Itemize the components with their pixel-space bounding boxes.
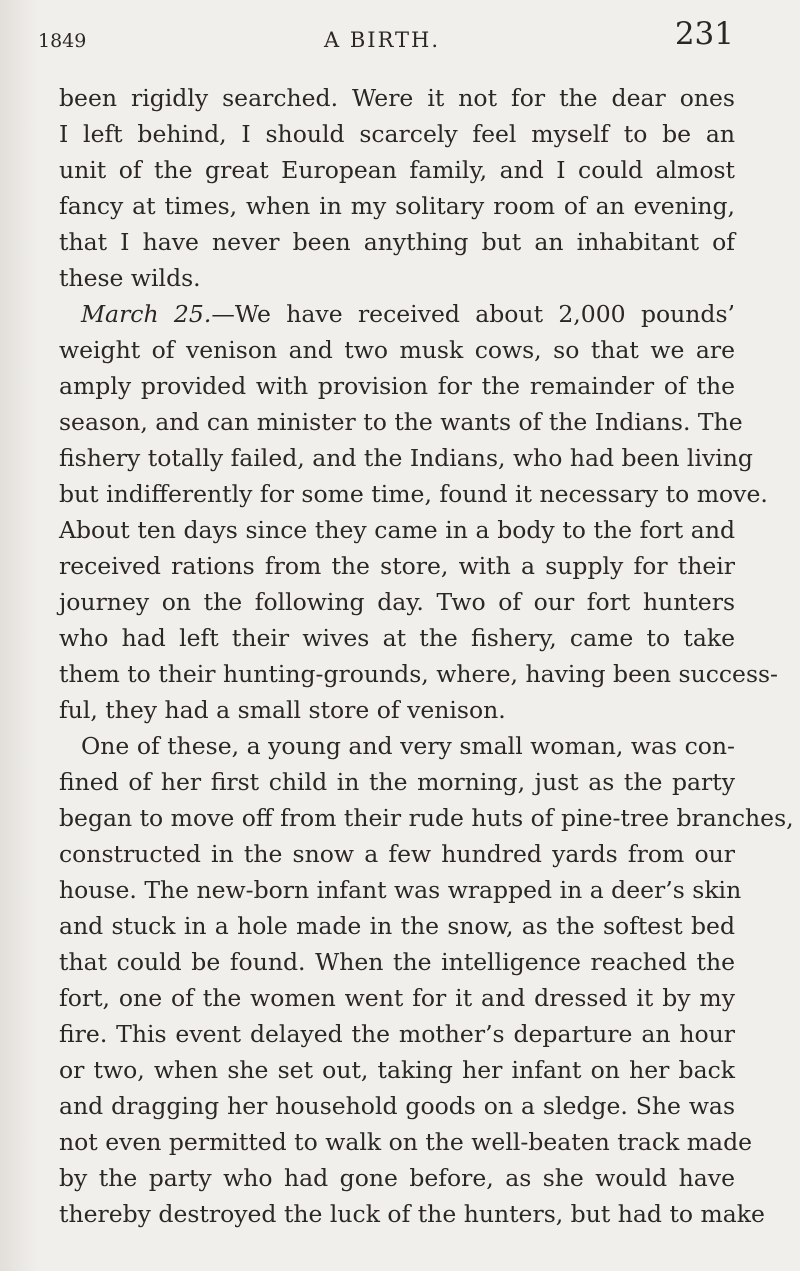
body-text [59,80,794,1232]
text-line: fishery totally failed, and the Indians, who had been living [59,444,753,472]
text-line: I left behind, I should scarcely feel myself to be an [59,120,735,148]
text-line: not even permitted to walk on the well-beaten track made [59,1128,753,1156]
text-line: or two, when she set out, taking her infant on her back [59,1056,735,1084]
text-line: by the party who had gone before, as she would have [59,1164,735,1192]
text-line: ful, they had a small store of venison. [59,696,506,724]
text-line: them to their hunting-grounds, where, having been success- [59,660,778,688]
text-line: been rigidly searched. Were it not for the dear ones [59,84,735,112]
text-line-dated [59,296,735,332]
text-line: received rations from the store, with a supply for their [59,552,735,580]
text-line: fort, one of the women went for it and dressed it by my [59,984,735,1012]
text-line: One of these, a young and very small woman, was con- [81,732,735,760]
text-line: fire. This event delayed the mother’s departure an hour [59,1020,735,1048]
header-year: 1849 [38,30,87,52]
text-line: season, and can minister to the wants of the Indians. The [59,408,743,436]
text-line: these wilds. [59,264,201,292]
running-header [38,16,734,66]
text-line: constructed in the snow a few hundred yards from our [59,840,735,868]
text-line: thereby destroyed the luck of the hunters, but had to make [59,1200,765,1228]
text-line: that I have never been anything but an inhabitant of [59,228,735,256]
text-line: but indifferently for some time, found it necessary to move. [59,480,768,508]
text-line: who had left their wives at the fishery, came to take [59,624,735,652]
text-line: fancy at times, when in my solitary room of an evening, [59,192,735,220]
text-line-rest: —We have received about 2,000 pounds’ [211,300,735,328]
text-line: journey on the following day. Two of our fort hunters [59,588,735,616]
page-number: 231 [674,16,734,52]
text-line: amply provided with provision for the remainder of the [59,372,735,400]
text-line: that could be found. When the intelligence reached the [59,948,735,976]
text-line: and stuck in a hole made in the snow, as the softest bed [59,912,735,940]
page-gutter-shadow [0,0,38,1271]
text-line: unit of the great European family, and I could almost [59,156,735,184]
text-line: and dragging her household goods on a sledge. She was [59,1092,735,1120]
text-line: began to move off from their rude huts of pine-tree branches, [59,804,794,832]
text-line: About ten days since they came in a body to the fort and [59,516,735,544]
header-title: A BIRTH. [324,28,441,52]
text-line: weight of venison and two musk cows, so that we are [59,336,735,364]
text-line: fined of her first child in the morning, just as the party [59,768,735,796]
text-line: house. The new-born infant was wrapped in a deer’s skin [59,876,742,904]
entry-date: March 25. [81,300,212,328]
